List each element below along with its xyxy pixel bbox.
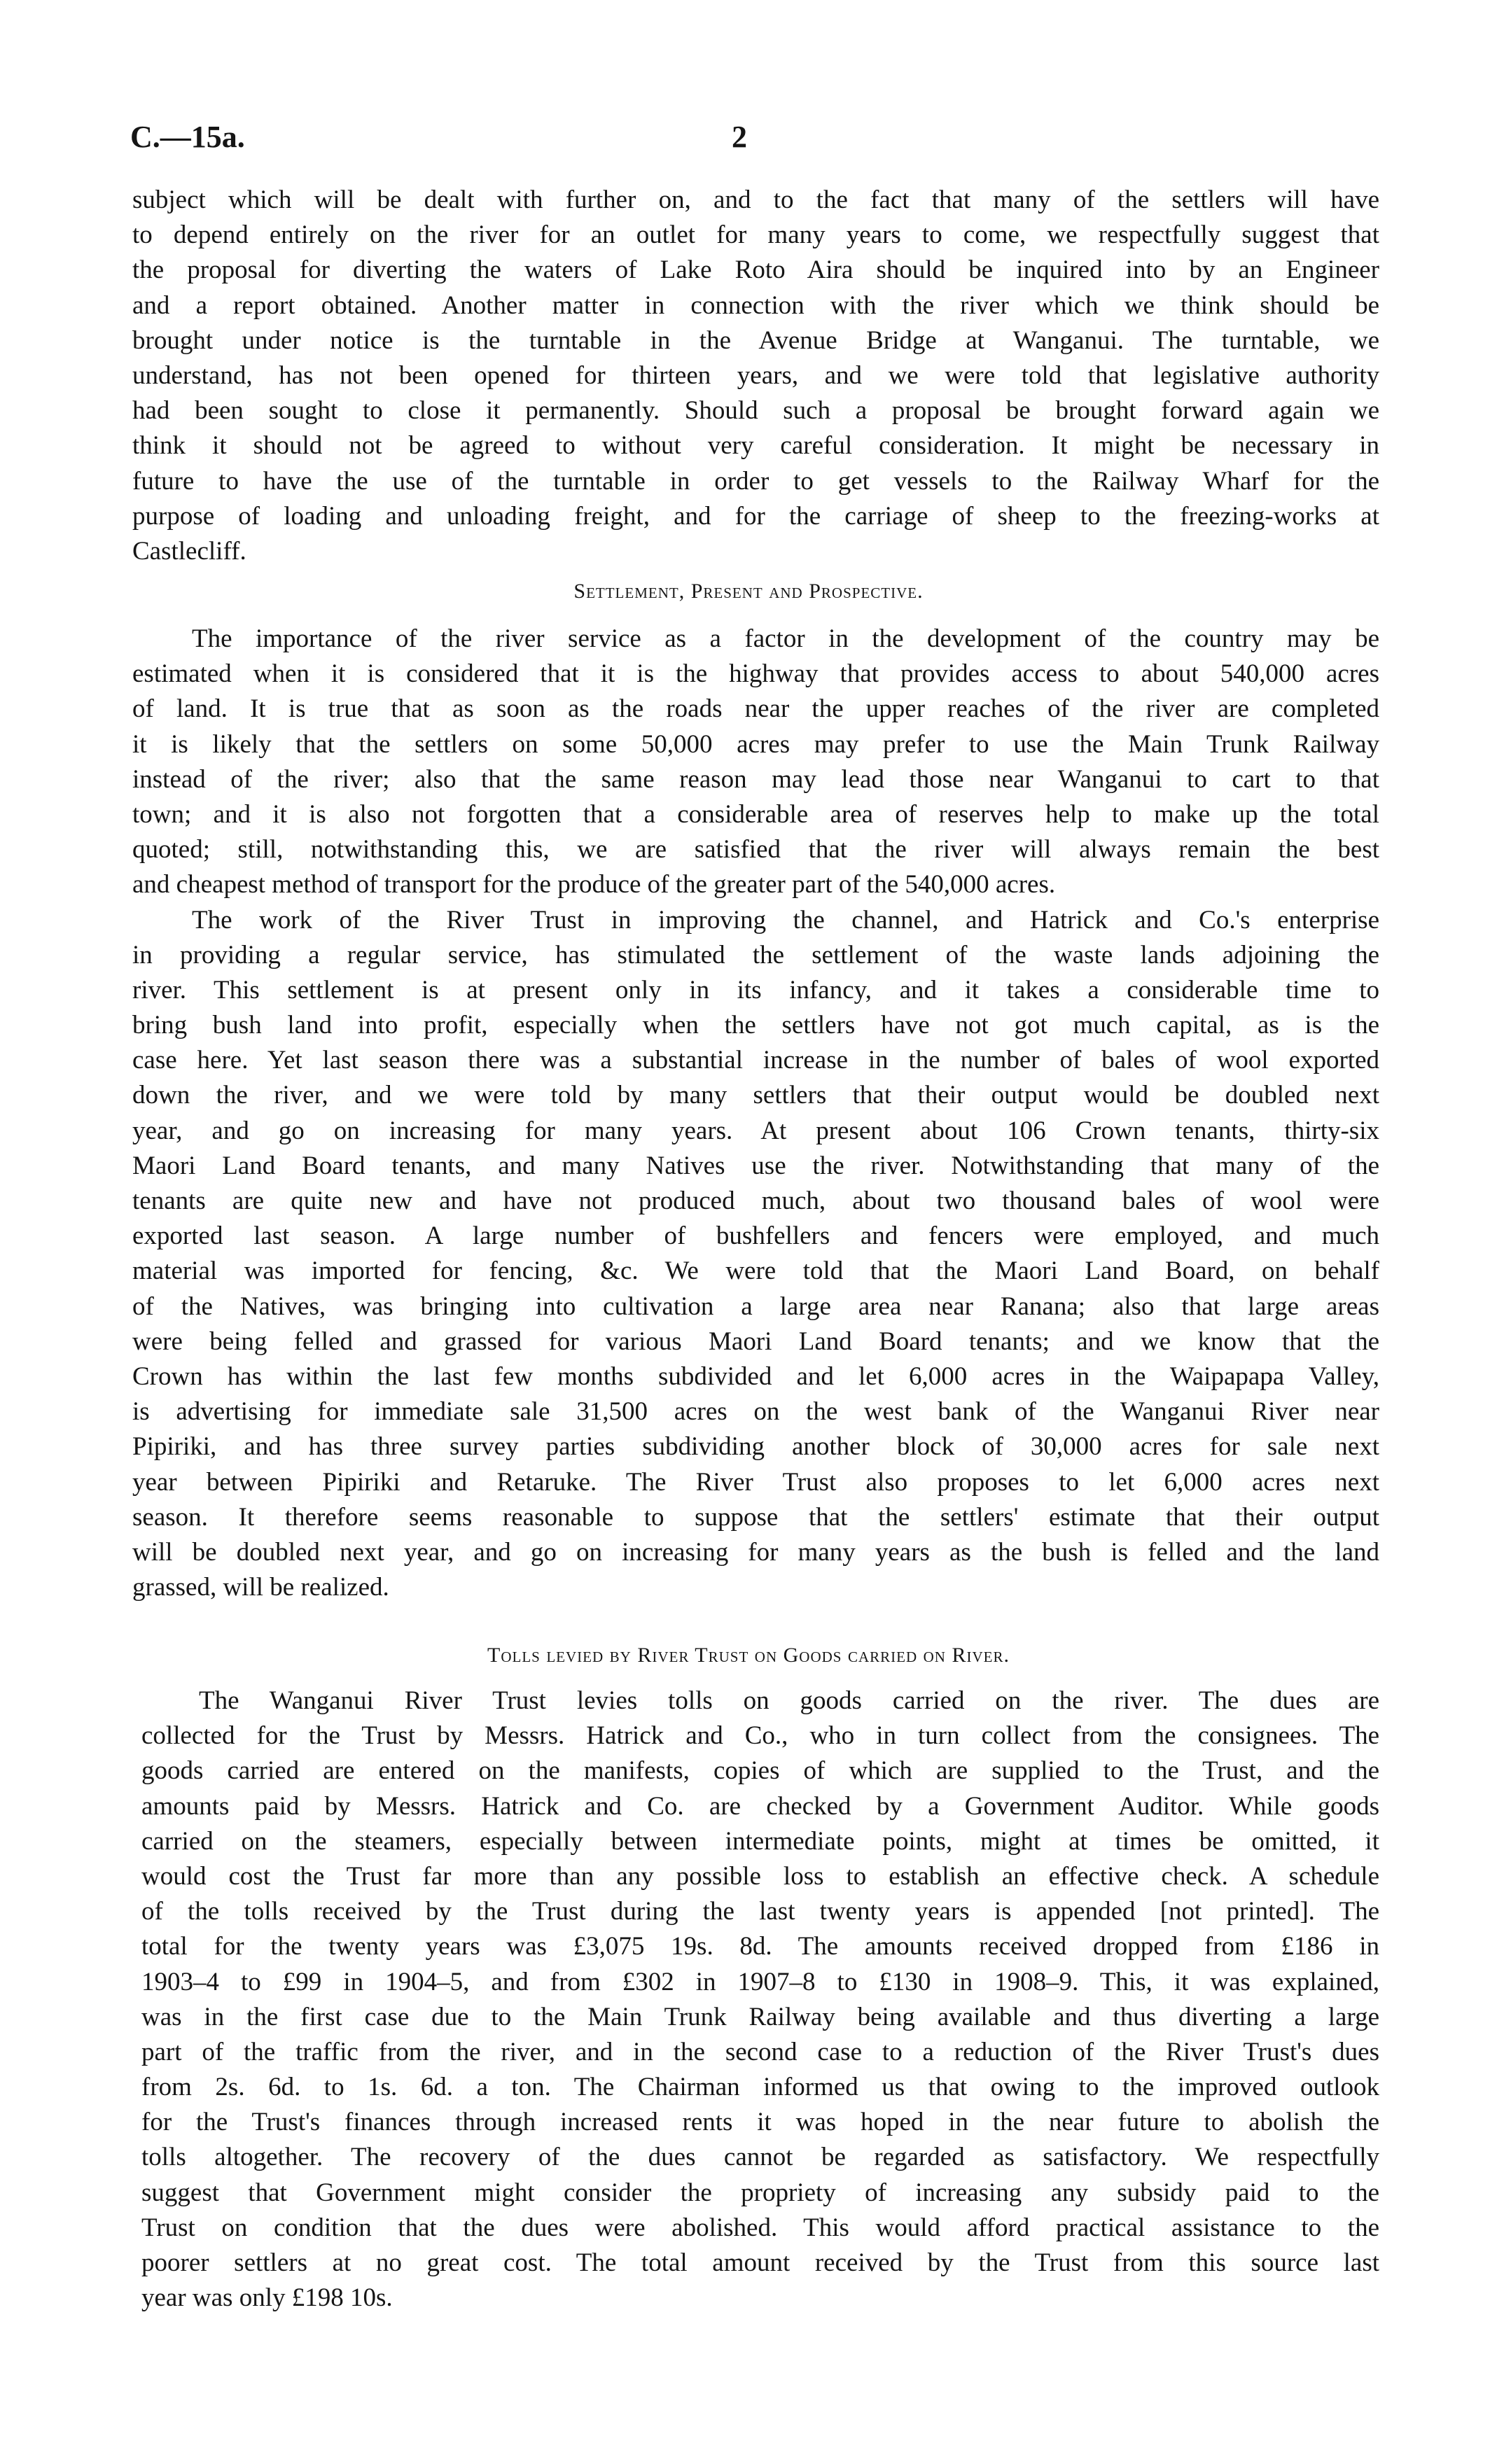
text-line: The importance of the river service as a factor in the development of the country may be xyxy=(192,624,1379,653)
text-line: instead of the river; also that the same reason may lead those near Wanganui to cart to that xyxy=(132,764,1379,794)
text-line: from 2s. 6d. to 1s. 6d. a ton. The Chairman informed us that owing to the improved outlook xyxy=(141,2073,1379,2102)
text-line: total for the twenty years was £3,075 19s. 8d. The amounts received dropped from £186 in xyxy=(141,1932,1379,1961)
text-line: would cost the Trust far more than any possible loss to establish an effective check. A schedule xyxy=(141,1861,1379,1891)
section-tolls xyxy=(132,1684,1379,2316)
text-line: and a report obtained. Another matter in connection with the river which we think should be xyxy=(132,290,1379,320)
page-number: 2 xyxy=(732,120,747,154)
text-line: season. It therefore seems reasonable to suppose that the settlers' estimate that their output xyxy=(132,1502,1379,1532)
text-line: were being felled and grassed for various Maori Land Board tenants; and we know that the xyxy=(132,1326,1379,1356)
text-line: part of the traffic from the river, and in the second case to a reduction of the River Trust's dues xyxy=(141,2037,1379,2066)
text-line: The Wanganui River Trust levies tolls on goods carried on the river. The dues are xyxy=(199,1686,1379,1715)
text-line: of the Natives, was bringing into cultivation a large area near Ranana; also that large areas xyxy=(132,1292,1379,1321)
text-line: tenants are quite new and have not produced much, about two thousand bales of wool were xyxy=(132,1186,1379,1215)
text-line: The work of the River Trust in improving the channel, and Hatrick and Co.'s enterprise xyxy=(192,905,1379,934)
section-continuation xyxy=(132,183,1379,569)
text-line: the proposal for diverting the waters of Lake Roto Aira should be inquired into by an Engineer xyxy=(132,255,1379,285)
text-line: think it should not be agreed to without very careful consideration. It might be necessary in xyxy=(132,431,1379,461)
text-line: of land. It is true that as soon as the roads near the upper reaches of the river are completed xyxy=(132,694,1379,724)
text-line: purpose of loading and unloading freight, and for the carriage of sheep to the freezing-works at xyxy=(132,501,1379,531)
text-line: Castlecliff. xyxy=(132,536,246,566)
text-line: is advertising for immediate sale 31,500 acres on the west bank of the Wanganui River near xyxy=(132,1397,1379,1427)
section-heading-settlement: Settlement, Present and Prospective. xyxy=(573,580,924,603)
text-line: grassed, will be realized. xyxy=(132,1573,389,1602)
text-line: year, and go on increasing for many years. At present about 106 Crown tenants, thirty-six xyxy=(132,1116,1379,1145)
text-line: and cheapest method of transport for the produce of the greater part of the 540,000 acres. xyxy=(132,870,1056,899)
text-line: Pipiriki, and has three survey parties subdividing another block of 30,000 acres for sale next xyxy=(132,1432,1379,1462)
text-line: bring bush land into profit, especially when the settlers have not got much capital, as is the xyxy=(132,1011,1379,1040)
text-line: 1903–4 to £99 in 1904–5, and from £302 in 1907–8 to £130 in 1908–9. This, it was explained, xyxy=(141,1967,1379,1996)
text-line: case here. Yet last season there was a substantial increase in the number of bales of wool exported xyxy=(132,1046,1379,1075)
document-reference: C.—15a. xyxy=(130,120,245,154)
text-line: understand, has not been opened for thirteen years, and we were told that legislative authority xyxy=(132,360,1379,390)
text-line: it is likely that the settlers on some 50,000 acres may prefer to use the Main Trunk Railway xyxy=(132,729,1379,759)
text-line: goods carried are entered on the manifests, copies of which are supplied to the Trust, and the xyxy=(141,1756,1379,1786)
text-line: to depend entirely on the river for an outlet for many years to come, we respectfully suggest that xyxy=(132,220,1379,250)
text-line: Crown has within the last few months subdivided and let 6,000 acres in the Waipapapa Valley, xyxy=(132,1362,1379,1391)
text-line: Maori Land Board tenants, and many Natives use the river. Notwithstanding that many of the xyxy=(132,1151,1379,1180)
paragraph xyxy=(132,903,1379,1606)
text-line: tolls altogether. The recovery of the dues cannot be regarded as satisfactory. We respectfully xyxy=(141,2143,1379,2172)
text-line: for the Trust's finances through increased rents it was hoped in the near future to abolish the xyxy=(141,2108,1379,2137)
text-line: quoted; still, notwithstanding this, we are satisfied that the river will always remain the best xyxy=(132,835,1379,864)
text-line: poorer settlers at no great cost. The total amount received by the Trust from this source last xyxy=(141,2248,1379,2277)
text-line: suggest that Government might consider the propriety of increasing any subsidy paid to the xyxy=(141,2178,1379,2207)
text-line: material was imported for fencing, &c. We were told that the Maori Land Board, on behalf xyxy=(132,1256,1379,1286)
text-line: of the tolls received by the Trust during the last twenty years is appended [not printed]. The xyxy=(141,1897,1379,1926)
section-settlement xyxy=(132,622,1379,1605)
text-line: river. This settlement is at present only in its infancy, and it takes a considerable time to xyxy=(132,975,1379,1004)
text-line: carried on the steamers, especially between intermediate points, might at times be omitted, it xyxy=(141,1826,1379,1856)
text-line: Trust on condition that the dues were abolished. This would afford practical assistance to the xyxy=(141,2213,1379,2242)
text-line: future to have the use of the turntable in order to get vessels to the Railway Wharf for the xyxy=(132,466,1379,496)
text-line: in providing a regular service, has stimulated the settlement of the waste lands adjoining the xyxy=(132,940,1379,969)
text-line: amounts paid by Messrs. Hatrick and Co. are checked by a Government Auditor. While goods xyxy=(141,1791,1379,1821)
text-line: had been sought to close it permanently. Should such a proposal be brought forward again we xyxy=(132,396,1379,426)
text-line: down the river, and we were told by many settlers that their output would be doubled next xyxy=(132,1081,1379,1110)
text-line: year was only £198 10s. xyxy=(141,2283,393,2313)
text-line: subject which will be dealt with further on, and to the fact that many of the settlers will have xyxy=(132,186,1379,214)
text-line: town; and it is also not forgotten that a considerable area of reserves help to make up the total xyxy=(132,799,1379,829)
text-line: collected for the Trust by Messrs. Hatrick and Co., who in turn collect from the consignees. The xyxy=(141,1721,1379,1751)
text-line: was in the first case due to the Main Trunk Railway being available and thus diverting a large xyxy=(141,2002,1379,2031)
text-line: year between Pipiriki and Retaruke. The River Trust also proposes to let 6,000 acres next xyxy=(132,1467,1379,1497)
text-line: brought under notice is the turntable in the Avenue Bridge at Wanganui. The turntable, we xyxy=(132,326,1379,355)
text-line: will be doubled next year, and go on increasing for many years as the bush is felled and the land xyxy=(132,1537,1379,1567)
paragraph xyxy=(132,1684,1379,2316)
section-heading-tolls: Tolls levied by River Trust on Goods carried on River. xyxy=(487,1644,1010,1667)
paragraph xyxy=(132,183,1379,569)
paragraph xyxy=(132,622,1379,903)
text-line: estimated when it is considered that it is the highway that provides access to about 540,000 acres xyxy=(132,659,1379,689)
text-line: exported last season. A large number of bushfellers and fencers were employed, and much xyxy=(132,1222,1379,1251)
